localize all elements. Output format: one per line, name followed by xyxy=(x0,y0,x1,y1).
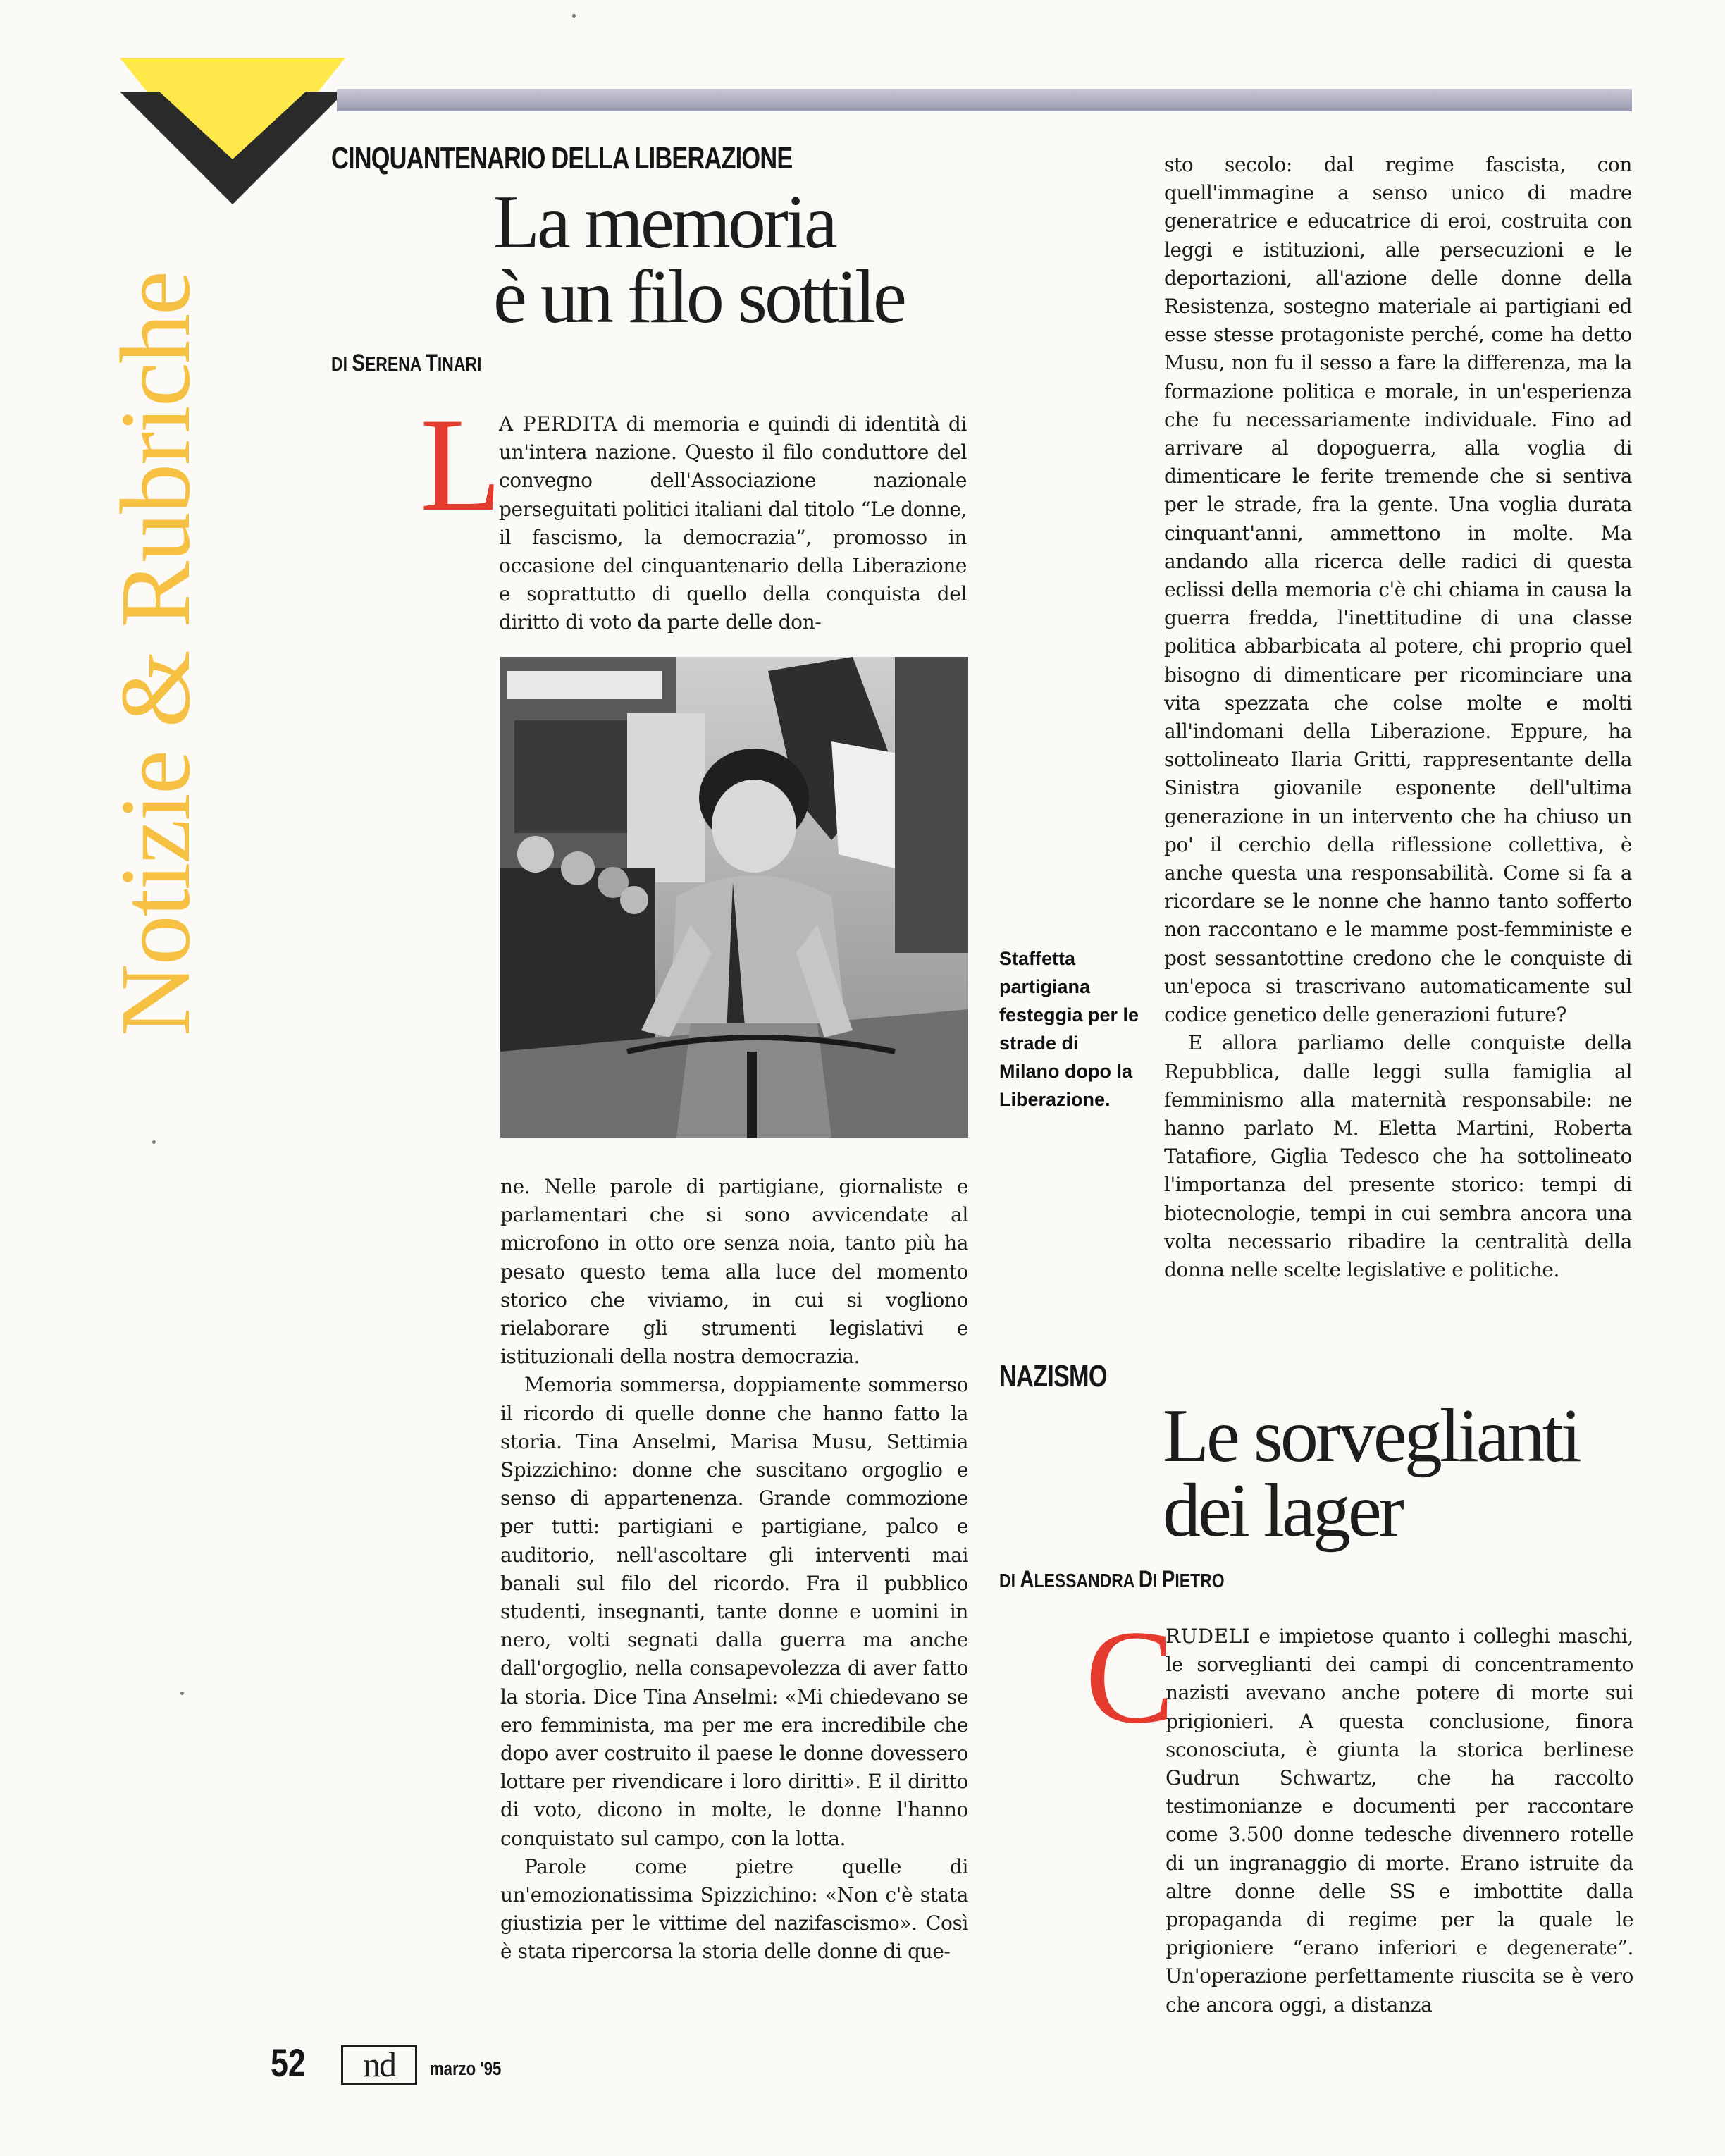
article1-kicker: CINQUANTENARIO DELLA LIBERAZIONE xyxy=(331,141,793,175)
section-vertical-title: Notizie & Rubriche xyxy=(99,272,211,1036)
scan-speck xyxy=(572,14,576,18)
photo-caption: Staffetta partigiana festeggia per le strade di Milano dopo la Liberazione. xyxy=(999,948,1139,1110)
article1-col2-paragraph1: ne. Nelle parole di partigiane, giornaliste e parlamentari che si sono avvicendate al microfono in otto ore senza noia, tanto più ha pesato questo tema alla luce del momento storico che viviamo, in cui si vogliono rielaborare gli strumenti legislativi e istituzionali della nostra democrazia. xyxy=(500,1175,968,1369)
article1-col3-paragraph2: E allora parliamo delle conquiste della Repubblica, dalle leggi sulla famiglia al femminismo alla maternità responsabile: ne hanno parlato M. Eletta Martini, Roberta Tatafiore, Giglia Tedesco che ha sottolineato l'importanza del presente storico: tempi di biotecnologie, tempi in cui sembra ancora una volta necessario ribadire la centralità della donna nelle scelte legislative e politiche. xyxy=(1164,1031,1632,1281)
article1-lead-paragraph: A PERDITA di memoria e quindi di identità di un'intera nazione. Questo il filo conduttore del convegno dell'Associazione nazionale perseguitati politici italiani dal titolo “Le donne, il fascismo, la democrazia”, promosso in occasione del cinquantenario della Liberazione e soprattutto di quello della conquista del diritto di voto da parte delle don- xyxy=(499,412,967,634)
article2-kicker: NAZISMO xyxy=(999,1359,1107,1393)
article1-col2-paragraph3: Parole come pietre quelle di un'emozionatissima Spizzichino: «Non c'è stata giustizia per le vittime del nazifascismo». Così è stata ripercorsa la storia delle donne di que- xyxy=(500,1854,968,1964)
page-number: 52 xyxy=(271,2040,306,2085)
article2-dropcap: C xyxy=(1085,1603,1175,1751)
scan-speck xyxy=(152,1140,156,1144)
article2-headline-line2: dei lager xyxy=(1163,1469,1402,1553)
article2-lead-paragraph: RUDELI e impietose quanto i colleghi maschi, le sorveglianti dei campi di concentramento nazisti avevano anche potere di morte sui prigionieri. A questa conclusione, finora sconosciuta, è giunta la storica berlinese Gudrun Schwartz, che ha raccolto testimonianze e documenti per raccontare come 3.500 donne tedesche divennero rotelle di un ingranaggio di morte. Erano istruite da altre donne delle SS e imbottite dalla propaganda di regime per la quale le prigioniere “erano inferiori e degenerate”. Un'operazione perfettamente riuscita se è vero che ancora oggi, a distanza xyxy=(1166,1625,1633,2016)
header-rule-bar xyxy=(337,89,1632,111)
scan-speck xyxy=(180,1692,184,1695)
article1-dropcap: L xyxy=(420,391,502,539)
corner-triangle-inner xyxy=(159,92,306,159)
article1-col2-paragraph2: Memoria sommersa, doppiamente sommerso il ricordo di quelle donne che hanno fatto la storia. Tina Anselmi, Marisa Musu, Settimia Spizzichino: donne che suscitano orgoglio e senso di appartenenza. Grande commozione per tutti: partigiani e partigiane, palco e auditorio, nell'ascoltare gli interventi mai banali sul filo del ricordo. Fra il pubblico studenti, insegnanti, tante donne e uomini in nero, volti segnati dalla guerra ma anche dall'orgoglio, nella consapevolezza di aver fatto la storia. Dice Tina Anselmi: «Mi chiedevano se ero femminista, ma per me era incredibile che dopo aver costruito il paese le donne dovessero lottare per rivendicare i loro diritti». E il diritto di voto, dicono in molte, le donne l'hanno conquistato sul campo, con la lotta. xyxy=(500,1373,968,1850)
article1-column2 xyxy=(500,1173,968,1966)
article1-headline-line1: La memoria xyxy=(493,180,835,264)
magazine-logo: nd xyxy=(341,2045,417,2085)
article1-photo xyxy=(500,657,968,1138)
article2-byline: DI ALESSANDRA DI PIETRO xyxy=(999,1566,1225,1593)
article1-column3 xyxy=(1164,151,1632,1284)
issue-date: marzo '95 xyxy=(430,2058,502,2079)
article1-byline: DI SERENA TINARI xyxy=(331,350,482,376)
article1-col3-paragraph1: sto secolo: dal regime fascista, con quell'immagine a senso unico di madre generatrice e educatrice di eroi, costruita con leggi e istituzioni, alle persecuzioni e le deportazioni, all'azione delle donne della Resistenza, sostegno materiale ai partigiani ed esse stesse protagoniste perché, come ha detto Musu, non fu il sesso a fare la differenza, ma la formazione politica e morale, in un'esperienza che fu necessariamente individuale. Fino ad arrivare al dopoguerra, alla voglia di dimenticare le ferite tremende che si sentiva per le strade, fra la gente. Una voglia durata cinquant'anni, ammettono in molte. Ma andando alla ricerca delle radici di questa eclissi della memoria c'è chi chiama in causa la guerra fredda, l'inettitudine di una classe politica abbarbicata al potere, chi proprio quel bisogno di dimenticare per ricominciare una vita spezzata che colse molte e molti all'indomani della Liberazione. Eppure, ha sottolineato Ilaria Gritti, rappresentante della Sinistra giovanile esponente dell'ultima generazione in un intervento che ha chiuso un po' il cerchio della riflessione collettiva, è anche questa una responsabilità. Come si fa a ricordare se le nonne che hanno tanto sofferto non raccontano e le mamme post-femministe e post sessantottine credono che le conquiste di un'epoca si trascrivano automaticamente sul codice genetico delle generazioni future? xyxy=(1164,153,1632,1027)
article2-headline-line1: Le sorveglianti xyxy=(1163,1394,1579,1478)
article1-headline-line2: è un filo sottile xyxy=(493,255,904,339)
photo-illustration xyxy=(500,657,968,1138)
